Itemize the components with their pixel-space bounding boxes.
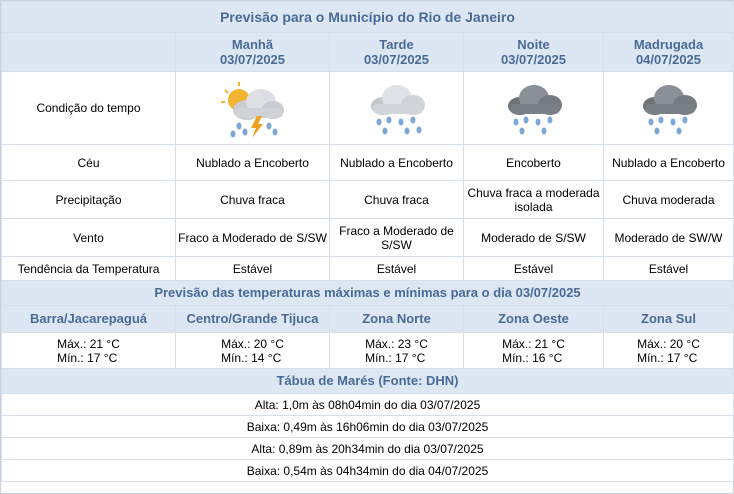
wind-morning: Fraco a Moderado de S/SW [176, 219, 330, 257]
temp-max: Máx.: 20 °C [637, 336, 700, 351]
condition-night [464, 72, 604, 145]
wind-afternoon: Fraco a Moderado de S/SW [330, 219, 464, 257]
period-name: Madrugada [633, 37, 704, 52]
forecast-table [1, 1, 734, 482]
temp-min: Mín.: 17 °C [57, 350, 118, 365]
period-name: Noite [517, 37, 550, 52]
condition-dawn [604, 72, 734, 145]
zone-name: Zona Sul [604, 306, 734, 333]
trend-afternoon: Estável [330, 257, 464, 281]
page-title: Previsão para o Município do Rio de Janeiro [2, 2, 734, 33]
zone-temps [330, 333, 464, 369]
period-name: Manhã [231, 37, 274, 52]
tide-row: Baixa: 0,49m às 16h06min do dia 03/07/2025 [2, 416, 734, 438]
temp-max: Máx.: 20 °C [221, 336, 284, 351]
row-label-trend: Tendência da Temperatura [2, 257, 176, 281]
tide-row: Alta: 0,89m às 20h34min do dia 03/07/2025 [2, 438, 734, 460]
sky-dawn: Nublado a Encoberto [604, 145, 734, 181]
condition-afternoon [330, 72, 464, 145]
zone-name: Barra/Jacarepaguá [2, 306, 176, 333]
temp-max: Máx.: 21 °C [502, 336, 565, 351]
zone-temps [604, 333, 734, 369]
temp-max: Máx.: 21 °C [57, 336, 120, 351]
tide-row: Alta: 1,0m às 08h04min do dia 03/07/2025 [2, 394, 734, 416]
period-name: Tarde [379, 37, 414, 52]
tide-row: Baixa: 0,54m às 04h34min do dia 04/07/2025 [2, 460, 734, 482]
precip-dawn: Chuva moderada [604, 181, 734, 219]
row-label-sky: Céu [2, 145, 176, 181]
period-date: 03/07/2025 [219, 52, 286, 67]
temp-min: Mín.: 17 °C [365, 350, 426, 365]
temp-min: Mín.: 16 °C [502, 350, 563, 365]
precip-afternoon: Chuva fraca [330, 181, 464, 219]
precip-morning: Chuva fraca [176, 181, 330, 219]
zone-temps [176, 333, 330, 369]
zone-temps [2, 333, 176, 369]
temp-min: Mín.: 14 °C [221, 350, 282, 365]
row-label-precip: Precipitação [2, 181, 176, 219]
temps-title: Previsão das temperaturas máximas e mínimas para o dia 03/07/2025 [2, 281, 734, 306]
trend-night: Estável [464, 257, 604, 281]
temp-min: Mín.: 17 °C [637, 350, 698, 365]
zone-name: Zona Norte [330, 306, 464, 333]
period-date: 03/07/2025 [363, 52, 430, 67]
cloud-rain-icon [361, 76, 433, 140]
row-label-condition: Condição do tempo [2, 72, 176, 145]
dark-cloud-rain-icon [498, 76, 570, 140]
temp-max: Máx.: 23 °C [365, 336, 428, 351]
row-label-wind: Vento [2, 219, 176, 257]
period-header-afternoon [330, 33, 464, 72]
condition-morning [176, 72, 330, 145]
wind-dawn: Moderado de SW/W [604, 219, 734, 257]
rain-storm-sun-icon [217, 76, 289, 140]
wind-night: Moderado de S/SW [464, 219, 604, 257]
dark-cloud-rain-icon [633, 76, 705, 140]
zone-name: Zona Oeste [464, 306, 604, 333]
zone-temps [464, 333, 604, 369]
trend-morning: Estável [176, 257, 330, 281]
period-header-morning [176, 33, 330, 72]
sky-morning: Nublado a Encoberto [176, 145, 330, 181]
precip-night: Chuva fraca a moderada isolada [464, 181, 604, 219]
period-date: 03/07/2025 [500, 52, 567, 67]
tides-title: Tábua de Marés (Fonte: DHN) [2, 369, 734, 394]
sky-afternoon: Nublado a Encoberto [330, 145, 464, 181]
trend-dawn: Estável [604, 257, 734, 281]
zone-name: Centro/Grande Tijuca [176, 306, 330, 333]
sky-night: Encoberto [464, 145, 604, 181]
period-date: 04/07/2025 [635, 52, 702, 67]
header-corner [2, 33, 176, 72]
period-header-dawn [604, 33, 734, 72]
period-header-night [464, 33, 604, 72]
